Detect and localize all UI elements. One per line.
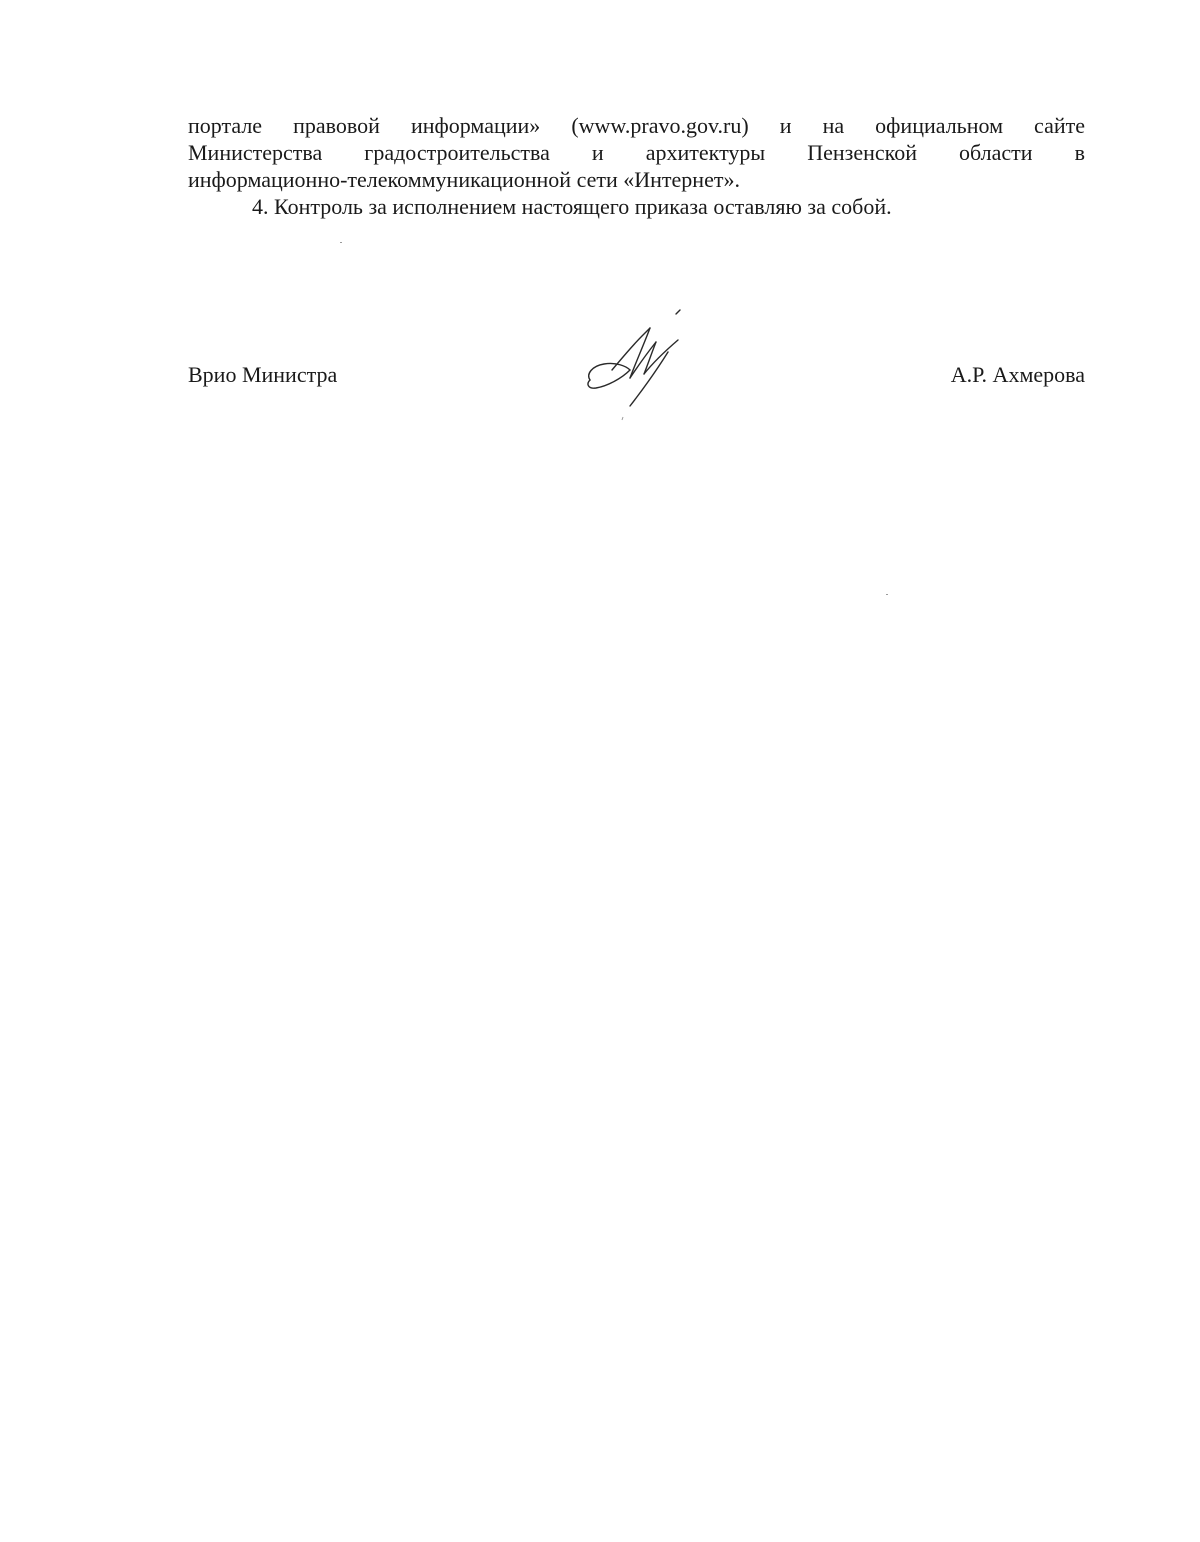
document-body xyxy=(188,112,1085,220)
paragraph-line-1: порталe правовой информации» (www.pravo.gov.ru) и на официальном сайте xyxy=(188,113,1085,138)
paragraph-line-2: Министерства градостроительства и архитектуры Пензенской области в xyxy=(188,140,1085,165)
signer-name: А.Р. Ахмерова xyxy=(950,362,1085,387)
paragraph-line-3: информационно-телекоммуникационной сети «Интернет». xyxy=(188,167,740,192)
scan-speck xyxy=(340,242,342,243)
handwritten-signature xyxy=(582,308,692,423)
item-4-text: 4. Контроль за исполнением настоящего приказа оставляю за собой. xyxy=(252,194,892,219)
scan-speck xyxy=(886,594,888,595)
signer-position: Врио Министра xyxy=(188,362,338,387)
